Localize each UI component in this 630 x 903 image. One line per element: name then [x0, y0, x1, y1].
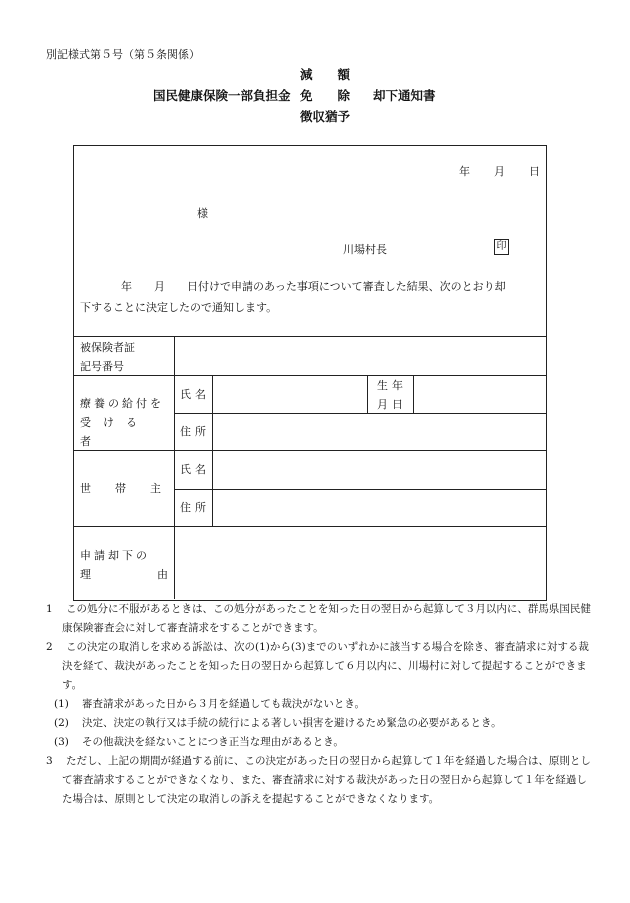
note-2-1 [54, 695, 594, 714]
note-3-text: ただし、上記の期間が経過する前に、この決定があった日の翌日から起算して１年を経過した場合は、原則として審査請求することができなくなり、また、審査請求に対する裁決があった日の翌日から起算して１年を経過した場合は、原則として決定の取消しの訴えを提起することができなくなります。 [62, 755, 591, 805]
issuer-name: 川場村長 [343, 243, 387, 256]
title-exempt: 免 除 [300, 88, 351, 103]
date-month: 月 [494, 165, 505, 178]
row-line-5 [73, 526, 546, 527]
title-reduce: 減 額 [300, 67, 351, 82]
birthdate-label [377, 376, 407, 414]
note-3 [46, 752, 594, 809]
note-2-3 [54, 733, 594, 752]
insured-card-label [80, 338, 168, 376]
body-line-2: 下することに決定したので通知します。 [80, 301, 278, 314]
note-2-2 [54, 714, 594, 733]
insured-card-label-line2: 記号番号 [80, 360, 124, 373]
seal-mark: 印 [494, 239, 509, 255]
row-line-4 [174, 489, 546, 490]
recipient-label [80, 394, 168, 451]
date-day: 日 [529, 165, 540, 178]
householder-name-label: 氏名 [180, 463, 210, 476]
note-2 [46, 638, 594, 695]
title-suffix: 却下通知書 [373, 88, 436, 103]
householder-label: 世帯主 [80, 482, 185, 495]
col-line-label [174, 336, 175, 599]
date-year: 年 [459, 165, 470, 178]
rejection-reason-label-line2: 理由 [80, 568, 168, 581]
recipient-label-line1: 療養の給付を [80, 397, 164, 410]
note-2-1-text: 審査請求があった日から３月を経過しても裁決がないとき。 [82, 698, 365, 710]
recipient-label-line2: 受ける者 [80, 416, 149, 448]
recipient-name-label: 氏名 [180, 388, 210, 401]
col-line-sublabel [212, 375, 213, 526]
form-number: 別記様式第５号（第５条関係） [46, 48, 200, 61]
note-2-3-number: (3) [54, 736, 69, 748]
table-top-line [73, 336, 546, 337]
householder-address-label: 住所 [180, 501, 210, 514]
birthdate-label-line2: 月日 [377, 398, 407, 411]
rejection-reason-label-line1: 申請却下の [80, 549, 150, 562]
title-main: 国民健康保険一部負担金 [153, 88, 291, 103]
row-line-2 [174, 413, 546, 414]
note-2-number: 2 [46, 641, 53, 653]
notes-section [46, 600, 594, 809]
note-1 [46, 600, 594, 638]
addressee-suffix: 様 [197, 207, 208, 220]
col-line-birth-label [367, 375, 368, 413]
note-1-text: この処分に不服があるときは、この処分があったことを知った日の翌日から起算して３月以内に、群馬県国民健康保険審査会に対して審査請求をすることができます。 [62, 603, 591, 634]
note-1-number: 1 [46, 603, 53, 615]
note-2-3-text: その他裁決を経ないことにつき正当な理由があるとき。 [82, 736, 344, 748]
col-line-birth-value [413, 375, 414, 413]
title-defer: 徴収猶予 [300, 109, 351, 124]
note-2-1-number: (1) [54, 698, 69, 710]
recipient-address-label: 住所 [180, 425, 210, 438]
rejection-reason-label [80, 546, 168, 584]
body-line-1: 年 月 日付けで申請のあった事項について審査した結果、次のとおり却 [121, 280, 506, 293]
insured-card-label-line1: 被保険者証 [80, 341, 135, 354]
note-2-2-text: 決定、決定の執行又は手続の続行による著しい損害を避けるため緊急の必要があるとき。 [82, 717, 502, 729]
note-2-2-number: (2) [54, 717, 69, 729]
birthdate-label-line1: 生年 [377, 379, 407, 392]
note-3-number: 3 [46, 755, 53, 767]
note-2-text: この決定の取消しを求める訴訟は、次の(1)から(3)までのいずれかに該当する場合を除き、審査請求に対する裁決を経て、裁決があったことを知った日の翌日から起算して６月以内に、川場村に対して提起することができます。 [62, 641, 589, 691]
